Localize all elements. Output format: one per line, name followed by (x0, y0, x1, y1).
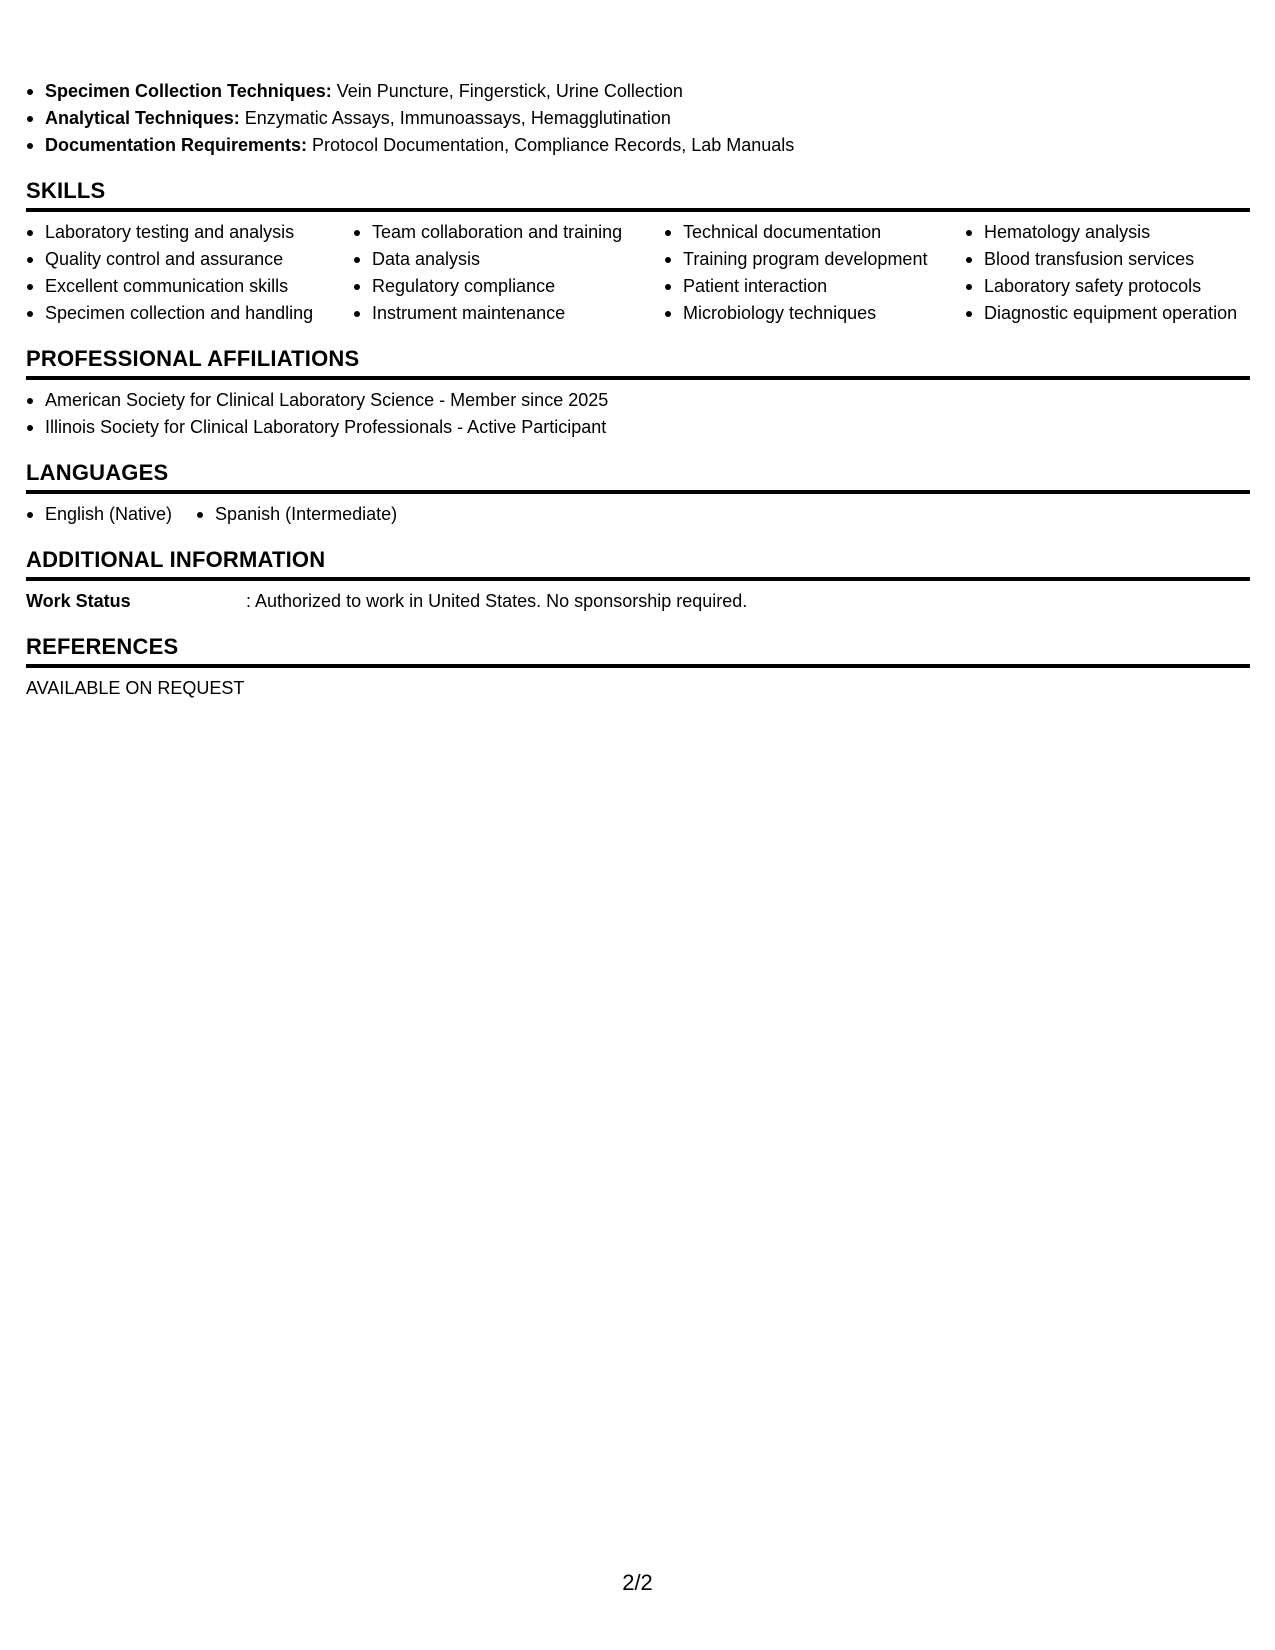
skill-item: Instrument maintenance (353, 300, 664, 327)
references-section-header (26, 634, 1250, 668)
skill-item: Laboratory safety protocols (965, 273, 1250, 300)
technique-value: Vein Puncture, Fingerstick, Urine Collection (331, 81, 683, 101)
skill-item: Blood transfusion services (965, 246, 1250, 273)
skill-item: Patient interaction (664, 273, 965, 300)
section-divider (26, 664, 1250, 668)
techniques-list (26, 78, 1250, 159)
skills-column (26, 219, 353, 327)
skill-item: Training program development (664, 246, 965, 273)
work-status-label: Work Status (26, 591, 131, 611)
references-text: AVAILABLE ON REQUEST (26, 678, 245, 698)
skills-section-header (26, 178, 1250, 212)
skill-item: Data analysis (353, 246, 664, 273)
skill-item: Laboratory testing and analysis (26, 219, 353, 246)
skill-item: Quality control and assurance (26, 246, 353, 273)
technique-value: Enzymatic Assays, Immunoassays, Hemagglutination (239, 108, 671, 128)
additional-heading: ADDITIONAL INFORMATION (26, 547, 326, 572)
skill-item: Team collaboration and training (353, 219, 664, 246)
skills-column (353, 219, 664, 327)
languages-list (26, 501, 1250, 528)
technique-value: Protocol Documentation, Compliance Records, Lab Manuals (307, 135, 795, 155)
skill-item: Microbiology techniques (664, 300, 965, 327)
section-divider (26, 577, 1250, 581)
technique-label: Documentation Requirements: (45, 135, 308, 155)
technique-label: Specimen Collection Techniques: (45, 81, 332, 101)
affiliations-list (26, 387, 1250, 441)
additional-section-header (26, 547, 1250, 581)
technique-item (26, 132, 1250, 159)
resume-page-2 (26, 78, 1250, 702)
section-divider (26, 208, 1250, 212)
affiliations-heading: PROFESSIONAL AFFILIATIONS (26, 346, 360, 371)
skills-grid (26, 219, 1250, 327)
work-status-row (26, 588, 1250, 615)
language-item: English (Native) (26, 501, 172, 528)
skill-item: Specimen collection and handling (26, 300, 353, 327)
skill-item: Hematology analysis (965, 219, 1250, 246)
skill-item: Technical documentation (664, 219, 965, 246)
skill-item: Excellent communication skills (26, 273, 353, 300)
technique-label: Analytical Techniques: (45, 108, 240, 128)
skills-heading: SKILLS (26, 178, 106, 203)
languages-section-header (26, 460, 1250, 494)
section-divider (26, 376, 1250, 380)
skill-item: Diagnostic equipment operation (965, 300, 1250, 327)
languages-heading: LANGUAGES (26, 460, 169, 485)
language-item: Spanish (Intermediate) (196, 501, 397, 528)
skill-item: Regulatory compliance (353, 273, 664, 300)
technique-item (26, 105, 1250, 132)
skills-column (965, 219, 1250, 327)
affiliations-section-header (26, 346, 1250, 380)
affiliation-item: Illinois Society for Clinical Laboratory Professionals - Active Participant (26, 414, 1250, 441)
technique-item (26, 78, 1250, 105)
work-status-value: : Authorized to work in United States. No sponsorship required. (246, 591, 748, 611)
section-divider (26, 490, 1250, 494)
affiliation-item: American Society for Clinical Laboratory Science - Member since 2025 (26, 387, 1250, 414)
references-heading: REFERENCES (26, 634, 179, 659)
skills-column (664, 219, 965, 327)
page-number: 2/2 (622, 1570, 653, 1595)
